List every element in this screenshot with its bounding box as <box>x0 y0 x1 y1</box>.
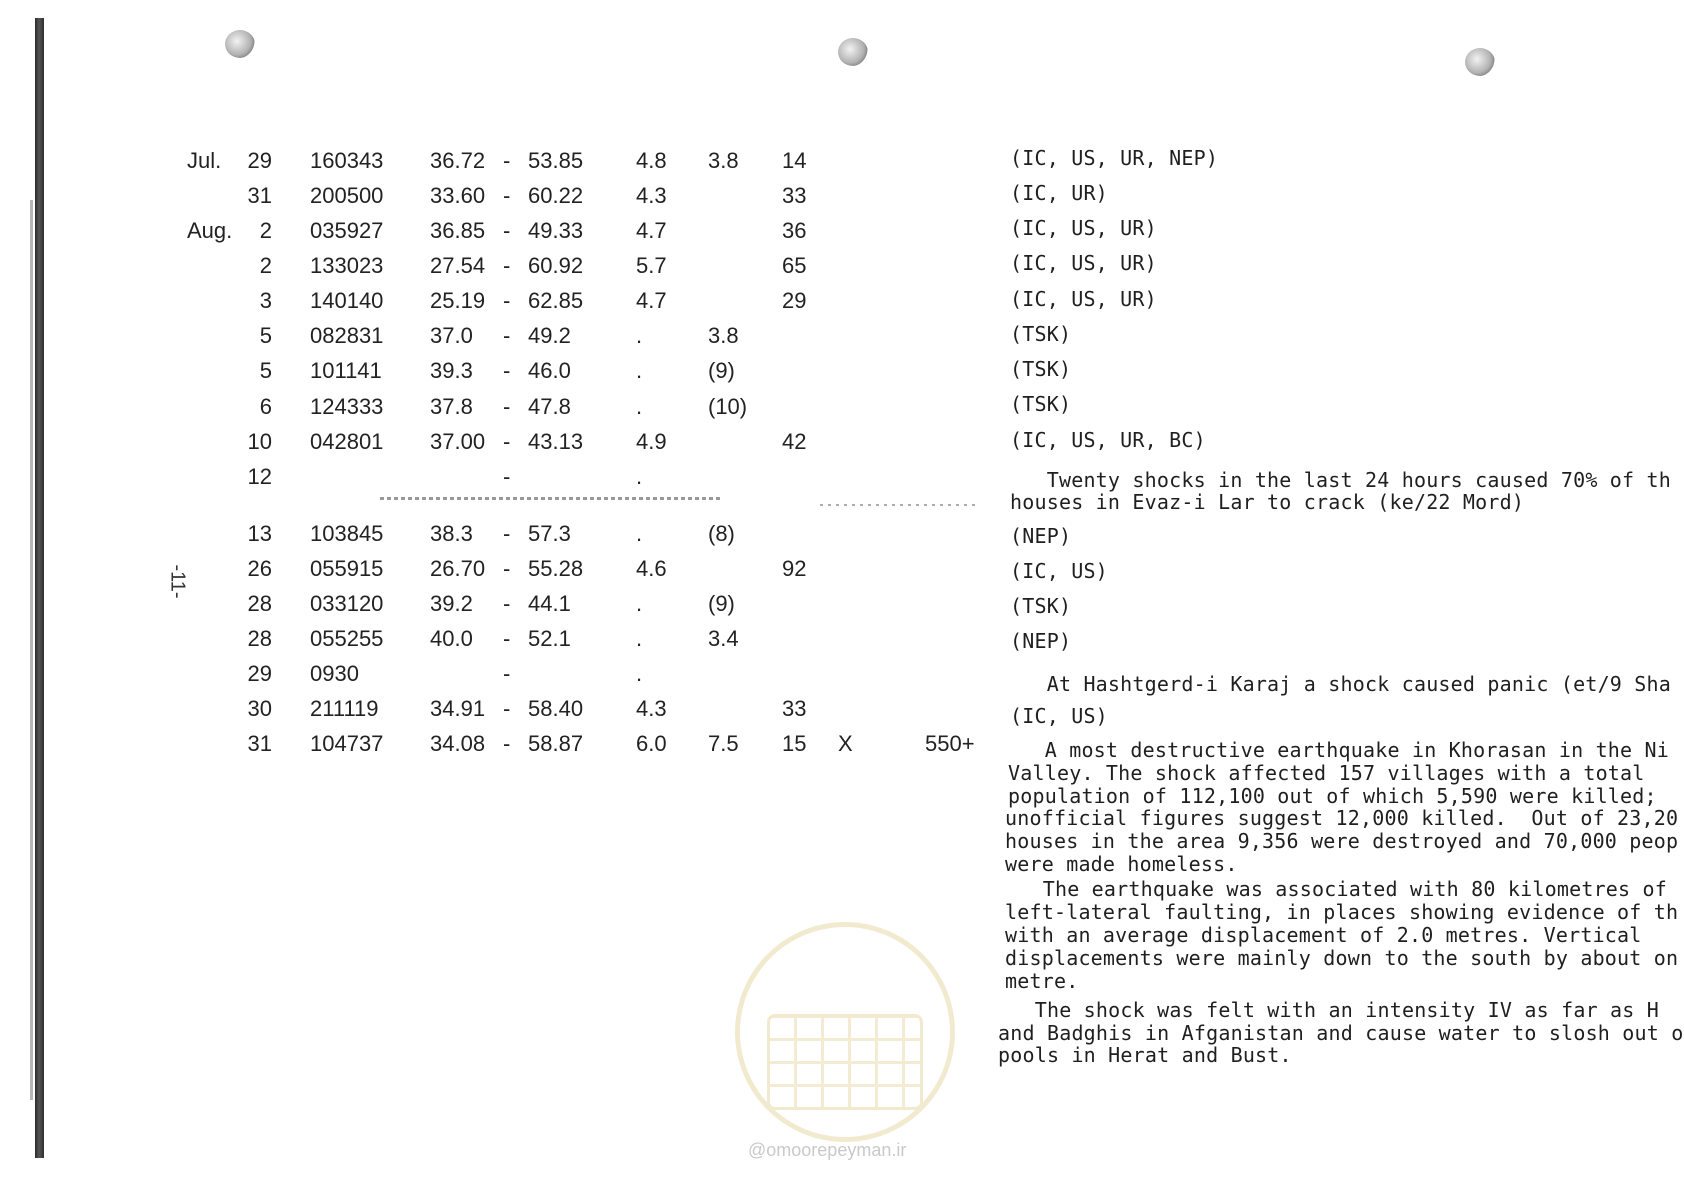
watermark-text: @omoorepeyman.ir <box>748 1140 907 1160</box>
cell-depth: 36 <box>782 218 807 243</box>
cell-deaths: 550+ <box>925 731 975 756</box>
cell-longitude: 62.85 <box>528 288 584 313</box>
cell-time: 101141 <box>310 358 382 383</box>
cell-latitude: 38.3 <box>430 521 473 546</box>
note-line: (IC, US, UR, NEP) <box>1010 146 1219 170</box>
cell-magnitude-ms: 3.4 <box>708 626 739 651</box>
cell-day: 28 <box>247 591 272 616</box>
cell-longitude: 58.40 <box>528 696 584 721</box>
punch-hole-mark <box>1465 48 1495 76</box>
cell-day: 10 <box>247 429 272 454</box>
note-line: houses in Evaz-i Lar to crack (ke/22 Mord) <box>1010 490 1525 514</box>
note-line: Valley. The shock affected 157 villages with a total <box>1008 761 1645 785</box>
cell-longitude: 60.92 <box>528 253 584 278</box>
binding-shadow <box>30 200 33 1100</box>
cell-magnitude-ms: (8) <box>708 521 735 546</box>
cell-latitude: 36.72 <box>430 148 486 173</box>
cell-magnitude-mb: . <box>636 323 643 348</box>
cell-longitude: 60.22 <box>528 183 584 208</box>
note-line: (TSK) <box>1010 594 1072 618</box>
note-line: (TSK) <box>1010 392 1072 416</box>
cell-separator: - <box>503 696 511 721</box>
cell-time: 055255 <box>310 626 384 651</box>
note-line: houses in the area 9,356 were destroyed and 70,000 peop <box>1005 829 1679 853</box>
punch-hole-mark <box>838 38 868 66</box>
note-line: Twenty shocks in the last 24 hours caused 70% of th <box>1010 468 1672 492</box>
note-line: and Badghis in Afganistan and cause water to slosh out o <box>998 1021 1684 1045</box>
cell-depth: 15 <box>782 731 807 756</box>
cell-time: 211119 <box>310 696 379 721</box>
cell-longitude: 49.2 <box>528 323 571 348</box>
note-line: pools in Herat and Bust. <box>998 1043 1292 1067</box>
cell-time: 0930 <box>310 661 359 686</box>
cell-separator: - <box>503 464 511 489</box>
cell-month: Aug. <box>187 218 233 243</box>
cell-magnitude-ms: 7.5 <box>708 731 739 756</box>
cell-time: 082831 <box>310 323 384 348</box>
note-line: (TSK) <box>1010 322 1072 346</box>
cell-latitude: 39.3 <box>430 358 473 383</box>
cell-latitude: 33.60 <box>430 183 486 208</box>
cell-magnitude-mb: . <box>636 521 643 546</box>
cell-separator: - <box>503 288 511 313</box>
cell-day: 29 <box>247 661 272 686</box>
cell-longitude: 43.13 <box>528 429 584 454</box>
cell-separator: - <box>503 661 511 686</box>
note-line: population of 112,100 out of which 5,590 were killed; <box>1008 784 1657 808</box>
cell-magnitude-mb: 4.8 <box>636 148 667 173</box>
row-separator <box>820 504 980 506</box>
cell-longitude: 49.33 <box>528 218 584 243</box>
cell-time: 140140 <box>310 288 384 313</box>
cell-time: 035927 <box>310 218 384 243</box>
cell-magnitude-mb: 4.6 <box>636 556 667 581</box>
note-line: left-lateral faulting, in places showing evidence of th <box>1005 900 1679 924</box>
cell-month: Jul. <box>187 148 222 173</box>
cell-latitude: 39.2 <box>430 591 473 616</box>
cell-magnitude-mb: . <box>636 394 643 419</box>
cell-time: 103845 <box>310 521 384 546</box>
note-line: (IC, US, UR) <box>1010 251 1157 275</box>
cell-depth: 14 <box>782 148 807 173</box>
cell-longitude: 44.1 <box>528 591 571 616</box>
punch-hole-mark <box>225 30 255 58</box>
cell-time: 200500 <box>310 183 384 208</box>
cell-day: 26 <box>247 556 272 581</box>
note-line: (IC, US, UR, BC) <box>1010 428 1206 452</box>
note-line: displacements were mainly down to the south by about on <box>1005 946 1679 970</box>
cell-magnitude-mb: . <box>636 464 643 489</box>
cell-magnitude-mb: 4.3 <box>636 183 667 208</box>
cell-latitude: 27.54 <box>430 253 486 278</box>
cell-depth: 29 <box>782 288 807 313</box>
cell-magnitude-ms: 3.8 <box>708 323 739 348</box>
cell-magnitude-mb: 4.7 <box>636 218 667 243</box>
cell-time: 133023 <box>310 253 384 278</box>
cell-latitude: 26.70 <box>430 556 486 581</box>
cell-day: 6 <box>259 394 272 419</box>
note-line: (IC, UR) <box>1010 181 1108 205</box>
cell-longitude: 57.3 <box>528 521 571 546</box>
cell-day: 5 <box>259 323 272 348</box>
cell-magnitude-mb: 4.7 <box>636 288 667 313</box>
cell-magnitude-mb: . <box>636 626 643 651</box>
cell-separator: - <box>503 731 511 756</box>
cell-magnitude-mb: . <box>636 358 643 383</box>
cell-day: 2 <box>259 253 272 278</box>
cell-magnitude-ms: (9) <box>708 591 735 616</box>
cell-separator: - <box>503 253 511 278</box>
cell-day: 5 <box>259 358 272 383</box>
note-line: metre. <box>1005 969 1079 993</box>
note-line: (IC, US) <box>1010 559 1108 583</box>
cell-mark: X <box>838 731 853 756</box>
cell-separator: - <box>503 429 511 454</box>
cell-time: 055915 <box>310 556 384 581</box>
note-line: unofficial figures suggest 12,000 killed. Out of 23,20 <box>1005 806 1679 830</box>
cell-separator: - <box>503 521 511 546</box>
cell-latitude: 25.19 <box>430 288 486 313</box>
cell-day: 29 <box>247 148 272 173</box>
note-line: The shock was felt with an intensity IV as far as H <box>998 998 1660 1022</box>
cell-magnitude-mb: . <box>636 661 643 686</box>
note-line: with an average displacement of 2.0 metres. Vertical <box>1005 923 1642 947</box>
cell-depth: 33 <box>782 183 807 208</box>
cell-latitude: 36.85 <box>430 218 486 243</box>
cell-magnitude-ms: 3.8 <box>708 148 739 173</box>
binding-edge <box>35 18 44 1158</box>
note-line: (IC, US) <box>1010 704 1108 728</box>
cell-day: 31 <box>247 183 272 208</box>
cell-day: 13 <box>247 521 272 546</box>
cell-time: 124333 <box>310 394 384 419</box>
cell-separator: - <box>503 148 511 173</box>
cell-day: 12 <box>247 464 272 489</box>
cell-magnitude-mb: 5.7 <box>636 253 667 278</box>
page-number: -11- <box>166 564 189 599</box>
cell-depth: 92 <box>782 556 807 581</box>
cell-depth: 33 <box>782 696 807 721</box>
cell-longitude: 47.8 <box>528 394 571 419</box>
cell-day: 3 <box>259 288 272 313</box>
cell-depth: 65 <box>782 253 807 278</box>
note-line: (TSK) <box>1010 357 1072 381</box>
note-line: The earthquake was associated with 80 kilometres of <box>1006 877 1668 901</box>
cell-separator: - <box>503 626 511 651</box>
cell-longitude: 46.0 <box>528 358 571 383</box>
cell-longitude: 58.87 <box>528 731 584 756</box>
cell-day: 31 <box>247 731 272 756</box>
cell-separator: - <box>503 183 511 208</box>
cell-magnitude-mb: 4.3 <box>636 696 667 721</box>
note-line: (IC, US, UR) <box>1010 287 1157 311</box>
cell-separator: - <box>503 218 511 243</box>
row-separator <box>380 497 720 500</box>
cell-longitude: 55.28 <box>528 556 584 581</box>
cell-magnitude-mb: . <box>636 591 643 616</box>
cell-latitude: 37.0 <box>430 323 473 348</box>
note-line: A most destructive earthquake in Khorasan in the Ni <box>1008 738 1670 762</box>
cell-day: 30 <box>247 696 272 721</box>
watermark-logo <box>735 922 955 1142</box>
cell-longitude: 53.85 <box>528 148 584 173</box>
cell-separator: - <box>503 358 511 383</box>
cell-latitude: 37.8 <box>430 394 473 419</box>
cell-depth: 42 <box>782 429 807 454</box>
cell-time: 104737 <box>310 731 384 756</box>
cell-latitude: 40.0 <box>430 626 473 651</box>
cell-latitude: 37.00 <box>430 429 486 454</box>
cell-magnitude-ms: (10) <box>708 394 748 419</box>
note-line: (NEP) <box>1010 524 1072 548</box>
note-line: (IC, US, UR) <box>1010 216 1157 240</box>
note-line: At Hashtgerd-i Karaj a shock caused panic (et/9 Sha <box>1010 672 1672 696</box>
cell-time: 033120 <box>310 591 384 616</box>
note-line: were made homeless. <box>1005 852 1238 876</box>
cell-magnitude-mb: 6.0 <box>636 731 667 756</box>
cell-magnitude-mb: 4.9 <box>636 429 667 454</box>
note-line: (NEP) <box>1010 629 1072 653</box>
cell-separator: - <box>503 556 511 581</box>
cell-separator: - <box>503 323 511 348</box>
cell-separator: - <box>503 394 511 419</box>
cell-latitude: 34.08 <box>430 731 486 756</box>
cell-magnitude-ms: (9) <box>708 358 735 383</box>
cell-time: 042801 <box>310 429 384 454</box>
cell-day: 28 <box>247 626 272 651</box>
cell-time: 160343 <box>310 148 384 173</box>
cell-longitude: 52.1 <box>528 626 571 651</box>
cell-day: 2 <box>259 218 272 243</box>
cell-latitude: 34.91 <box>430 696 486 721</box>
cell-separator: - <box>503 591 511 616</box>
